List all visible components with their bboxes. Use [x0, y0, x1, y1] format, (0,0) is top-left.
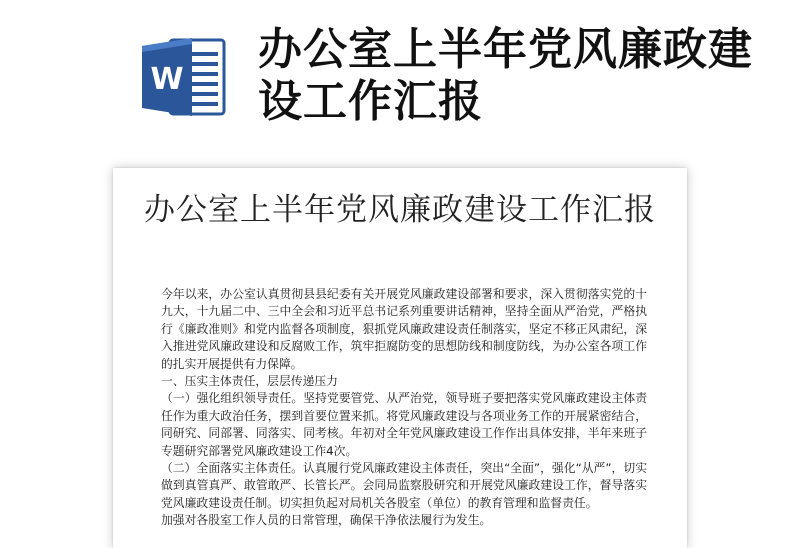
document-page — [113, 168, 687, 548]
header-title: 办公室上半年党风廉政建设工作汇报 — [258, 24, 753, 127]
header-banner — [0, 0, 800, 150]
section-heading-1: 一、压实主体责任，层层传递压力 — [161, 374, 338, 389]
svg-text:W: W — [150, 62, 184, 97]
word-icon — [140, 34, 228, 120]
document-body — [161, 286, 647, 530]
paragraph-2: （二）全面落实主体责任。认真履行党风廉政建设主体责任，突出“全面”，强化“从严”，切实做到真管真严、敢管敢严、长管长严。会同局监察股研究和开展党风廉政建设工作，督导落实党风廉政建设责任制。切实担负起对局机关各股室（单位）的教育管理和监督责任。 — [161, 461, 647, 510]
paragraph-3: 加强对各股室工作人员的日常管理，确保干净依法履行为发生。 — [161, 513, 492, 528]
paragraph-intro: 今年以来，办公室认真贯彻县县纪委有关开展党风廉政建设部署和要求，深入贯彻落实党的十九大，十九届二中、三中全会和习近平总书记系列重要讲话精神，坚持全面从严治党，严格执行《廉政准则》和党内监督各项制度，狠抓党风廉政建设责任制落实，坚定不移正风肃纪，深入推进党风廉政建设和反腐败工作，筑牢拒腐防变的思想防线和制度防线，为办公室各项工作的扎实开展提供有力保障。 — [161, 287, 647, 371]
document-title: 办公室上半年党风廉政建设工作汇报 — [144, 192, 656, 228]
paragraph-1: （一）强化组织领导责任。坚持党要管党、从严治党，领导班子要把落实党风廉政建设主体责任作为重大政治任务，摆到首要位置来抓。将党风廉政建设与各项业务工作的开展紧密结合，同研究、同部署、同落实、同考核。年初对全年党风廉政建设工作作出具体安排，半年来班子专题研究部署党风廉政建设工作4次。 — [161, 391, 647, 458]
